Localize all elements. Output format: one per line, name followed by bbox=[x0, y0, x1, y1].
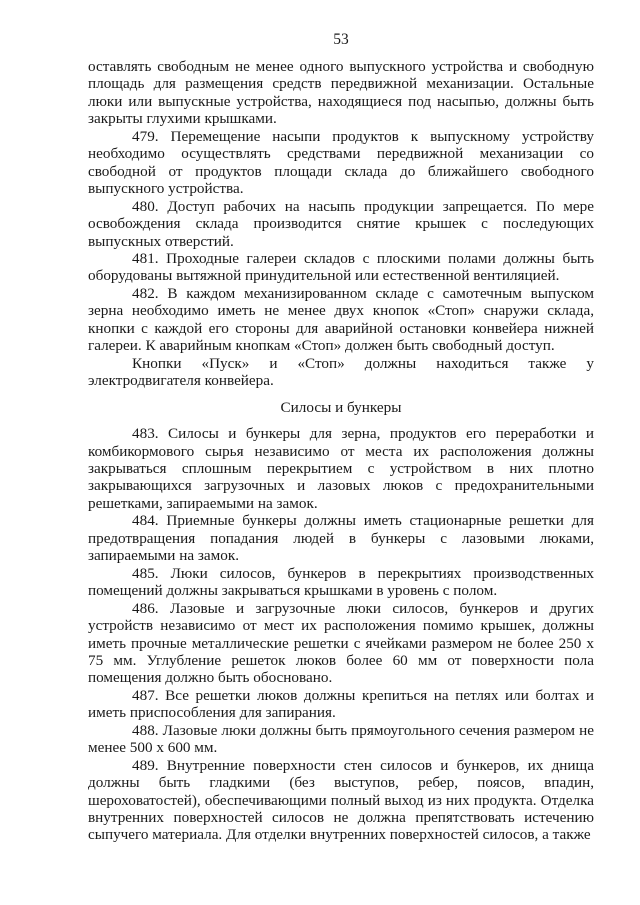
paragraph: 486. Лазовые и загрузочные люки силосов, бункеров и других устройств независимо от мест их расположения помимо крышек, должны иметь прочные металлические решетки с ячейками размером не более 250 х 75 мм. Углубление решеток люков более 60 мм от поверхности пола помещения должно быть обосновано. bbox=[88, 599, 594, 687]
paragraph: 483. Силосы и бункеры для зерна, продуктов его переработки и комбикормового сырья независимо от места их расположения должны закрываться сплошным перекрытием с устройством в них плотно закрывающихся загрузочных и лазовых люков с предохранительными решетками, запираемыми на замок. bbox=[88, 425, 594, 512]
paragraph: 484. Приемные бункеры должны иметь стационарные решетки для предотвращения попадания людей в бункеры с лазовыми люками, запираемыми на замок. bbox=[88, 512, 594, 565]
page-number: 53 bbox=[333, 31, 349, 48]
paragraph: Кнопки «Пуск» и «Стоп» должны находиться также у электродвигателя конвейера. bbox=[88, 354, 594, 390]
paragraph: оставлять свободным не менее одного выпускного устройства и свободную площадь для размещения средств передвижной механизации. Остальные люки или выпускные устройства, находящиеся под насыпью, должны быть закрыты глухими крышками. bbox=[88, 58, 594, 128]
paragraphs-before-heading bbox=[88, 58, 594, 390]
paragraph: 489. Внутренние поверхности стен силосов и бункеров, их днища должны быть гладкими (без выступов, ребер, поясов, впадин, шероховатостей), обеспечивающими полный выход из них продукта. Отделка внутренних поверхностей силосов не должна препятствовать истечению сыпучего материала. Для отделки внутренних поверхностей силосов, а также bbox=[88, 756, 594, 844]
paragraph: 482. В каждом механизированном складе с самотечным выпуском зерна необходимо иметь не менее двух кнопок «Стоп» снаружи склада, кнопки с каждой его стороны для аварийной остановки конвейера нижней галереи. К аварийным кнопкам «Стоп» должен быть свободный доступ. bbox=[88, 284, 594, 355]
document-page bbox=[88, 30, 594, 844]
paragraph: 480. Доступ рабочих на насыпь продукции запрещается. По мере освобождения склада производится снятие крышек с последующих выпускных отверстий. bbox=[88, 197, 594, 250]
paragraph: 485. Люки силосов, бункеров в перекрытиях производственных помещений должны закрываться крышками в уровень с полом. bbox=[88, 564, 594, 600]
paragraph: 481. Проходные галереи складов с плоскими полами должны быть оборудованы вытяжной принудительной или естественной вентиляцией. bbox=[88, 249, 594, 285]
paragraph: 488. Лазовые люки должны быть прямоугольного сечения размером не менее 500 х 600 мм. bbox=[88, 721, 594, 757]
paragraph: 487. Все решетки люков должны крепиться на петлях или болтах и иметь приспособления для запирания. bbox=[88, 686, 594, 722]
paragraphs-after-heading bbox=[88, 425, 594, 844]
paragraph: 479. Перемещение насыпи продуктов к выпускному устройству необходимо осуществлять средствами передвижной механизации со свободной от продуктов площади склада до ближайшего свободного выпускного устройства. bbox=[88, 127, 594, 198]
section-heading: Силосы и бункеры bbox=[280, 398, 402, 416]
